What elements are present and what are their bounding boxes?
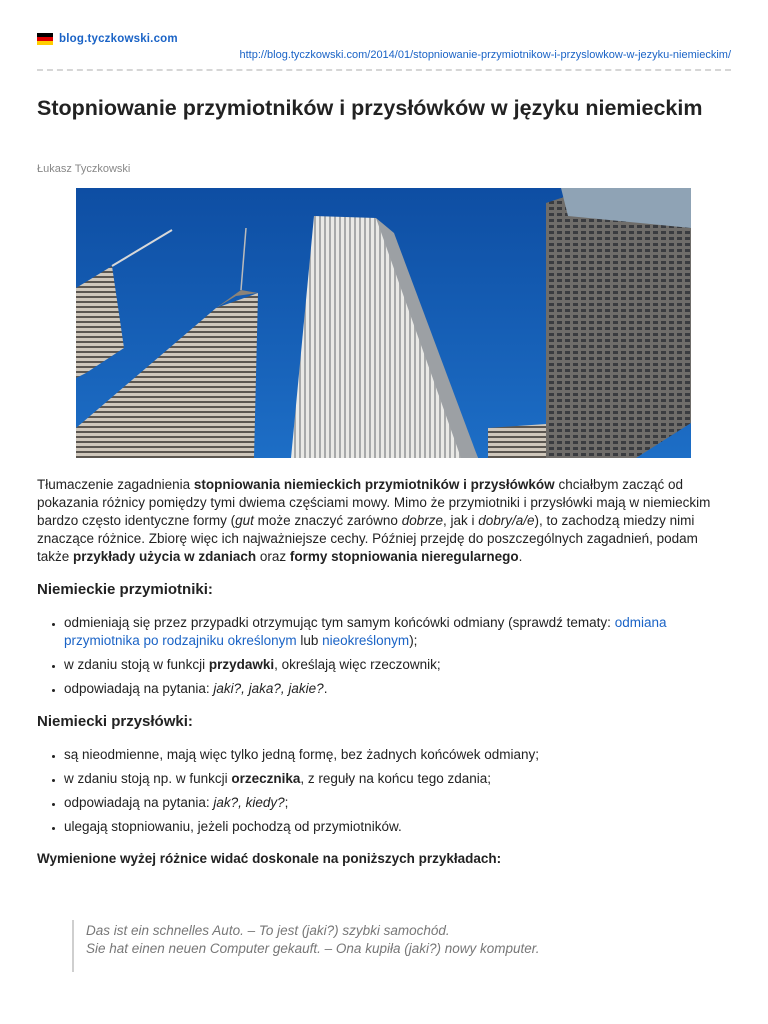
list-item-text: , określają więc rzeczownik; (274, 657, 441, 672)
article-url-link[interactable]: http://blog.tyczkowski.com/2014/01/stopniowanie-przymiotnikow-i-przyslowkow-w-jezyku-niemieckim/ (239, 49, 731, 61)
intro-text: . (518, 549, 523, 564)
intro-italic: dobry/a/e (478, 513, 535, 528)
list-item-text: ulegają stopniowaniu, jeżeli pochodzą od przymiotników. (64, 819, 402, 834)
skyscrapers-photo (76, 188, 691, 458)
header-divider (37, 69, 731, 71)
list-item-bold: orzecznika (231, 771, 301, 786)
list-item-italic: jak?, kiedy? (213, 795, 285, 810)
adjective-indefinite-link[interactable]: nieokreślonym (322, 633, 410, 648)
intro-bold: stopniowania niemieckich przymiotników i przysłówków (193, 477, 555, 492)
site-header (37, 33, 178, 45)
list-item-bold: przydawki (208, 657, 275, 672)
adjectives-heading: Niemieckie przymiotniki: (37, 581, 213, 598)
intro-text: może znaczyć zarówno (253, 513, 402, 528)
list-item-text: w zdaniu stoją w funkcji (64, 657, 209, 672)
example-line: Das ist ein schnelles Auto. – To jest (jaki?) szybki samochód. (86, 923, 450, 938)
intro-bold: formy stopniowania nieregularnego (289, 549, 519, 564)
intro-italic: dobrze (401, 513, 443, 528)
intro-text: , jak i (442, 513, 479, 528)
intro-bold: przykłady użycia w zdaniach (73, 549, 257, 564)
list-item-text: odmieniają się przez przypadki otrzymując tym samym końcówki odmiany (sprawdź tematy: (64, 615, 615, 630)
list-item-text: ; (284, 795, 289, 810)
adjectives-list (37, 614, 727, 698)
list-item-text: odpowiadają na pytania: (64, 795, 214, 810)
site-name-link[interactable]: blog.tyczkowski.com (59, 33, 178, 45)
differences-note: Wymienione wyżej różnice widać doskonale na poniższych przykładach: (37, 851, 502, 866)
list-item (64, 680, 727, 698)
list-item (64, 746, 727, 764)
article-title: Stopniowanie przymiotników i przysłówków w języku niemieckim (37, 96, 703, 120)
list-item-text: lub (296, 633, 323, 648)
list-item (64, 818, 727, 836)
example-line: Sie hat einen neuen Computer gekauft. – Ona kupiła (jaki?) nowy komputer. (86, 941, 540, 956)
adjective-definite-link[interactable]: odmiana przymiotnika po rodzajniku określonym (64, 615, 667, 648)
intro-text: ), to zachodzą miedzy nimi znaczące różnice. Zbiorę więc ich najważniejsze cechy. Później przejdę do poszczególnych zagadnień, podam także (37, 513, 698, 564)
german-flag-icon (37, 33, 53, 45)
list-item (64, 794, 727, 812)
list-item-italic: jaki?, jaka?, jakie? (213, 681, 324, 696)
intro-italic: gut (235, 513, 254, 528)
intro-text: chciałbym zacząć od pokazania różnicy pomiędzy tymi dwiema częściami mowy. Mimo że przymiotniki i przysłówki mają w niemieckim bardzo często identyczne formy ( (37, 477, 711, 528)
list-item-text: w zdaniu stoją np. w funkcji (64, 771, 232, 786)
list-item (64, 614, 727, 650)
list-item-text: ); (409, 633, 418, 648)
adverbs-heading: Niemiecki przysłówki: (37, 713, 193, 730)
list-item-text: są nieodmienne, mają więc tylko jedną formę, bez żadnych końcówek odmiany; (64, 747, 539, 762)
list-item (64, 770, 727, 788)
examples-blockquote (72, 920, 540, 972)
list-item (64, 656, 727, 674)
intro-text: oraz (256, 549, 290, 564)
intro-text: Tłumaczenie zagadnienia (37, 477, 194, 492)
article-author: Łukasz Tyczkowski (37, 163, 131, 175)
list-item-text: . (323, 681, 328, 696)
article-body (37, 476, 727, 868)
adverbs-list (37, 746, 727, 836)
list-item-text: odpowiadają na pytania: (64, 681, 214, 696)
list-item-text: , z reguły na końcu tego zdania; (300, 771, 491, 786)
intro-paragraph (37, 476, 727, 566)
